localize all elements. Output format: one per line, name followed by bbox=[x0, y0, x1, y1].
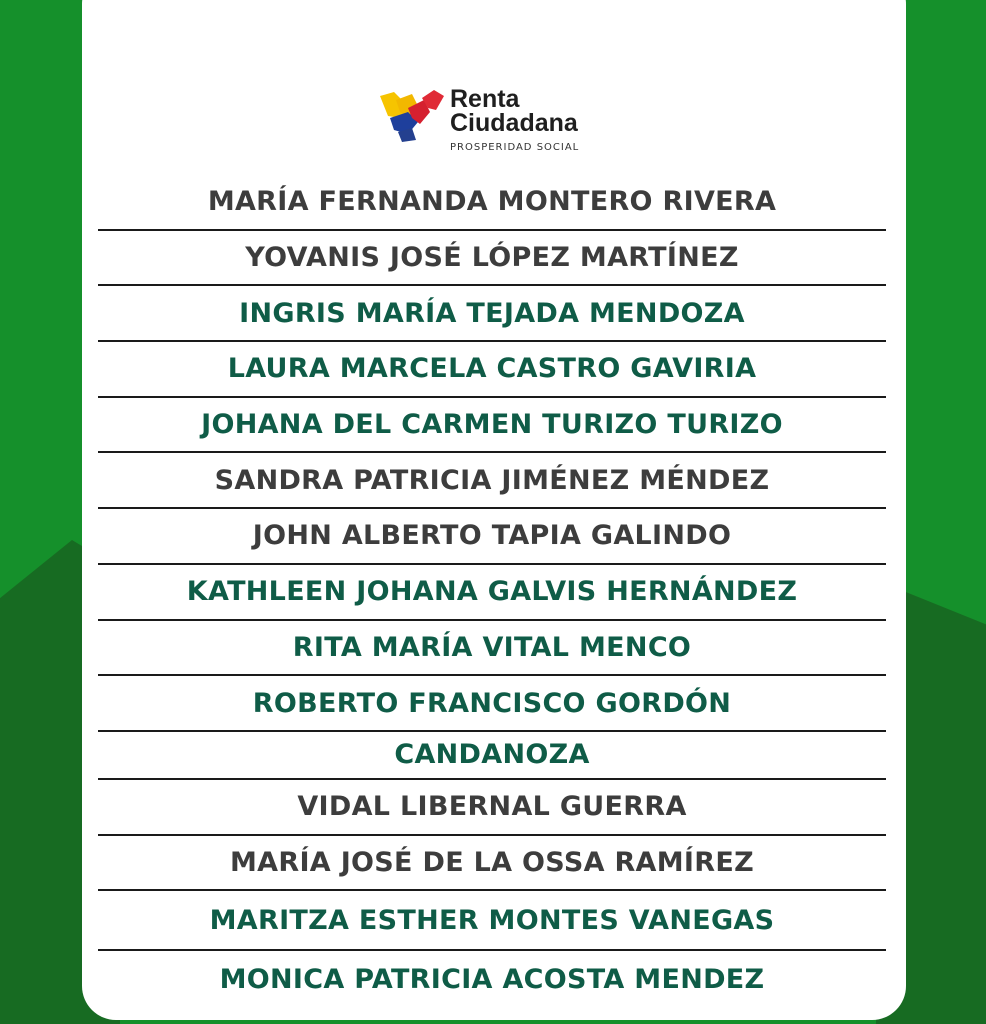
list-item bbox=[98, 780, 886, 836]
list-item bbox=[98, 398, 886, 454]
list-item bbox=[98, 286, 886, 342]
list-item bbox=[98, 565, 886, 621]
name-text: ROBERTO FRANCISCO GORDÓN bbox=[252, 687, 732, 719]
list-item bbox=[98, 836, 886, 892]
list-item bbox=[98, 951, 886, 1007]
name-text: CANDANOZA bbox=[394, 739, 590, 771]
list-item bbox=[98, 453, 886, 509]
list-item bbox=[98, 676, 886, 732]
name-text: LAURA MARCELA CASTRO GAVIRIA bbox=[227, 353, 757, 385]
renta-ciudadana-logo bbox=[378, 86, 618, 160]
name-text: VIDAL LIBERNAL GUERRA bbox=[297, 791, 687, 823]
name-text: RITA MARÍA VITAL MENCO bbox=[292, 631, 692, 663]
logo-subtitle: PROSPERIDAD SOCIAL bbox=[450, 142, 580, 153]
list-item bbox=[98, 231, 886, 287]
list-item bbox=[98, 342, 886, 398]
name-text: KATHLEEN JOHANA GALVIS HERNÁNDEZ bbox=[186, 576, 798, 608]
name-text: MARÍA FERNANDA MONTERO RIVERA bbox=[207, 186, 777, 218]
list-item bbox=[98, 175, 886, 231]
logo-title-line2: Ciudadana bbox=[450, 109, 578, 137]
list-item bbox=[98, 891, 886, 951]
list-item bbox=[98, 621, 886, 677]
list-item bbox=[98, 732, 886, 780]
colombia-flag-hands-icon bbox=[378, 88, 446, 142]
name-text: JOHANA DEL CARMEN TURIZO TURIZO bbox=[201, 409, 783, 441]
list-item bbox=[98, 509, 886, 565]
names-list bbox=[98, 175, 886, 1007]
name-text: MONICA PATRICIA ACOSTA MENDEZ bbox=[219, 963, 765, 995]
name-text: YOVANIS JOSÉ LÓPEZ MARTÍNEZ bbox=[245, 242, 739, 274]
name-text: MARITZA ESTHER MONTES VANEGAS bbox=[209, 904, 775, 936]
name-text: JOHN ALBERTO TAPIA GALINDO bbox=[252, 520, 732, 552]
name-text: MARÍA JOSÉ DE LA OSSA RAMÍREZ bbox=[230, 846, 754, 878]
logo-title-line1: Renta bbox=[450, 85, 520, 113]
name-text: INGRIS MARÍA TEJADA MENDOZA bbox=[239, 297, 745, 329]
name-text: SANDRA PATRICIA JIMÉNEZ MÉNDEZ bbox=[214, 464, 770, 496]
